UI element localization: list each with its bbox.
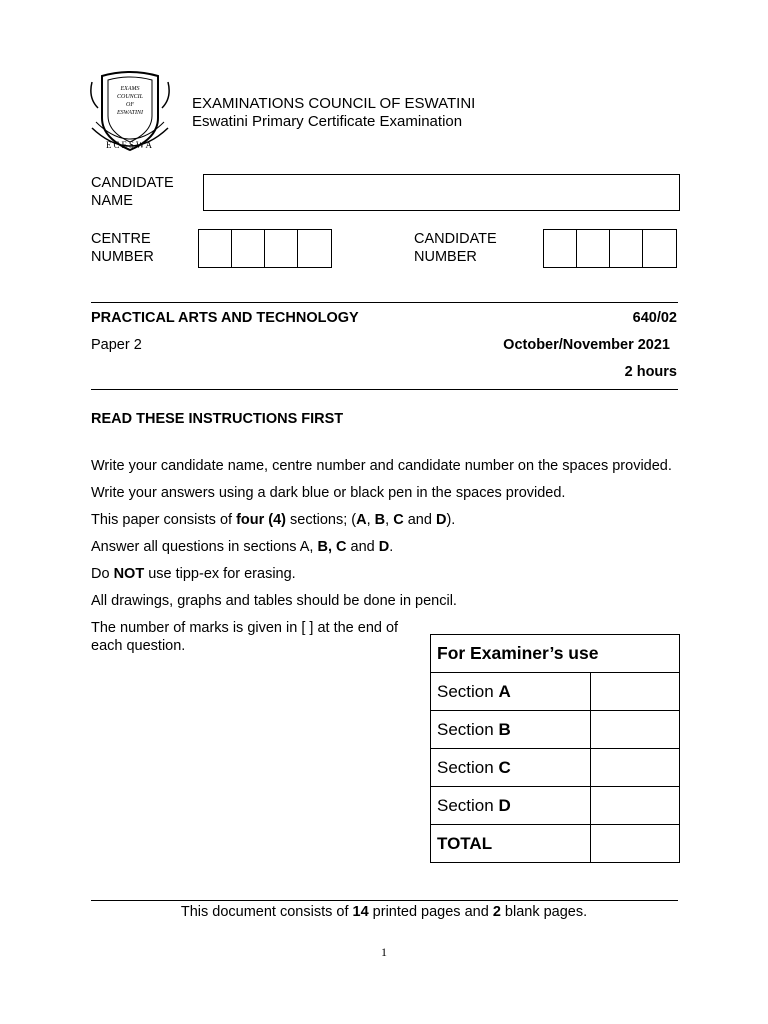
section-a-label <box>431 673 591 711</box>
page-count-note <box>0 904 768 920</box>
instruction-3-count: four (4) <box>236 512 287 528</box>
examiner-table-title: For Examiner’s use <box>431 635 680 673</box>
instruction-7-line1: The number of marks is given in [ ] at the end of <box>91 620 399 636</box>
centre-number-label-line1: CENTRE <box>91 231 151 247</box>
instruction-3-section-a: A <box>356 512 367 528</box>
centre-number-label-line2: NUMBER <box>91 248 154 265</box>
printed-pages-count: 14 <box>352 904 369 920</box>
instruction-6: All drawings, graphs and tables should be done in pencil. <box>91 593 457 609</box>
section-c-label <box>431 749 591 787</box>
section-d-label <box>431 787 591 825</box>
section-a-letter: A <box>498 681 511 701</box>
logo-text-5: ECESWA <box>106 140 154 150</box>
paper-code: 640/02 <box>632 310 677 326</box>
candidate-number-label <box>414 231 497 266</box>
candidate-digit-4[interactable] <box>643 230 676 267</box>
candidate-name-label-line2: NAME <box>91 192 133 209</box>
instruction-4-and: and <box>346 539 379 555</box>
instruction-7-line2: each question. <box>91 637 186 654</box>
instruction-4-part-1: Answer all questions in sections A, <box>91 539 318 555</box>
instruction-3 <box>91 512 455 528</box>
candidate-number-label-line2: NUMBER <box>414 248 477 265</box>
instruction-5-not: NOT <box>113 566 145 582</box>
logo-text-1: EXAMS <box>120 86 140 92</box>
candidate-number-label-line1: CANDIDATE <box>414 231 497 247</box>
section-c-mark[interactable] <box>591 749 680 787</box>
instruction-4-end: . <box>389 539 394 555</box>
page-count-part-3: blank pages. <box>500 904 588 920</box>
divider-bottom <box>91 389 678 390</box>
section-a-mark[interactable] <box>591 673 680 711</box>
section-c-word: Section <box>437 757 499 777</box>
footer-divider <box>91 900 678 901</box>
centre-digit-1[interactable] <box>199 230 232 267</box>
instruction-3-section-c: C <box>393 512 404 528</box>
instruction-2: Write your answers using a dark blue or black pen in the spaces provided. <box>91 485 566 501</box>
section-b-label <box>431 711 591 749</box>
exam-session: October/November 2021 <box>503 337 670 353</box>
section-c-letter: C <box>498 757 511 777</box>
divider-top <box>91 302 678 303</box>
candidate-name-label-line1: CANDIDATE <box>91 175 174 191</box>
instruction-3-section-b: B <box>374 512 386 528</box>
section-d-letter: D <box>498 795 511 815</box>
instruction-1: Write your candidate name, centre number and candidate number on the spaces provided. <box>91 458 672 474</box>
section-b-letter: B <box>498 719 511 739</box>
logo-text-2: COUNCIL <box>116 94 144 100</box>
exam-name: Eswatini Primary Certificate Examination <box>192 113 463 130</box>
centre-digit-2[interactable] <box>232 230 265 267</box>
section-b-word: Section <box>437 719 499 739</box>
instruction-3-and: and <box>403 512 436 528</box>
instruction-3-comma-2: , <box>385 512 394 528</box>
instructions-heading: READ THESE INSTRUCTIONS FIRST <box>91 411 344 427</box>
logo-text-3: OF <box>126 102 134 108</box>
candidate-number-field[interactable] <box>543 229 677 268</box>
section-d-mark[interactable] <box>591 787 680 825</box>
candidate-name-label <box>91 175 174 210</box>
paper-number: Paper 2 <box>91 337 142 353</box>
candidate-digit-1[interactable] <box>544 230 577 267</box>
logo-text-4: ESWATINI <box>116 110 144 116</box>
instruction-4-sections-bc: B, C <box>317 539 347 555</box>
section-b-mark[interactable] <box>591 711 680 749</box>
instruction-4 <box>91 539 393 555</box>
section-a-word: Section <box>437 681 499 701</box>
page-number: 1 <box>381 945 387 959</box>
candidate-digit-3[interactable] <box>610 230 643 267</box>
page-count-part-2: printed pages and <box>368 904 493 920</box>
page-count-part-1: This document consists of <box>180 904 353 920</box>
ecs-logo <box>88 68 172 154</box>
instruction-7 <box>91 620 398 655</box>
centre-digit-4[interactable] <box>298 230 331 267</box>
section-d-word: Section <box>437 795 499 815</box>
instruction-3-section-d: D <box>435 512 447 528</box>
total-label: TOTAL <box>431 825 591 863</box>
instruction-3-comma-1: , <box>366 512 375 528</box>
examiner-table <box>430 634 680 863</box>
instruction-5-end: use tipp-ex for erasing. <box>144 566 296 582</box>
candidate-name-field[interactable] <box>203 174 680 211</box>
subject-title: PRACTICAL ARTS AND TECHNOLOGY <box>91 310 359 326</box>
council-name: EXAMINATIONS COUNCIL OF ESWATINI <box>192 95 476 112</box>
total-mark[interactable] <box>591 825 680 863</box>
centre-digit-3[interactable] <box>265 230 298 267</box>
instruction-3-part-1: This paper consists of <box>91 512 237 528</box>
candidate-digit-2[interactable] <box>577 230 610 267</box>
instruction-4-section-d: D <box>378 539 390 555</box>
centre-number-field[interactable] <box>198 229 332 268</box>
instruction-3-end: ). <box>446 512 456 528</box>
blank-pages-count: 2 <box>492 904 501 920</box>
exam-duration: 2 hours <box>624 364 677 380</box>
instruction-5-part-1: Do <box>91 566 114 582</box>
centre-number-label <box>91 231 154 266</box>
instruction-3-part-2: sections; ( <box>286 512 357 528</box>
instruction-5 <box>91 566 296 582</box>
